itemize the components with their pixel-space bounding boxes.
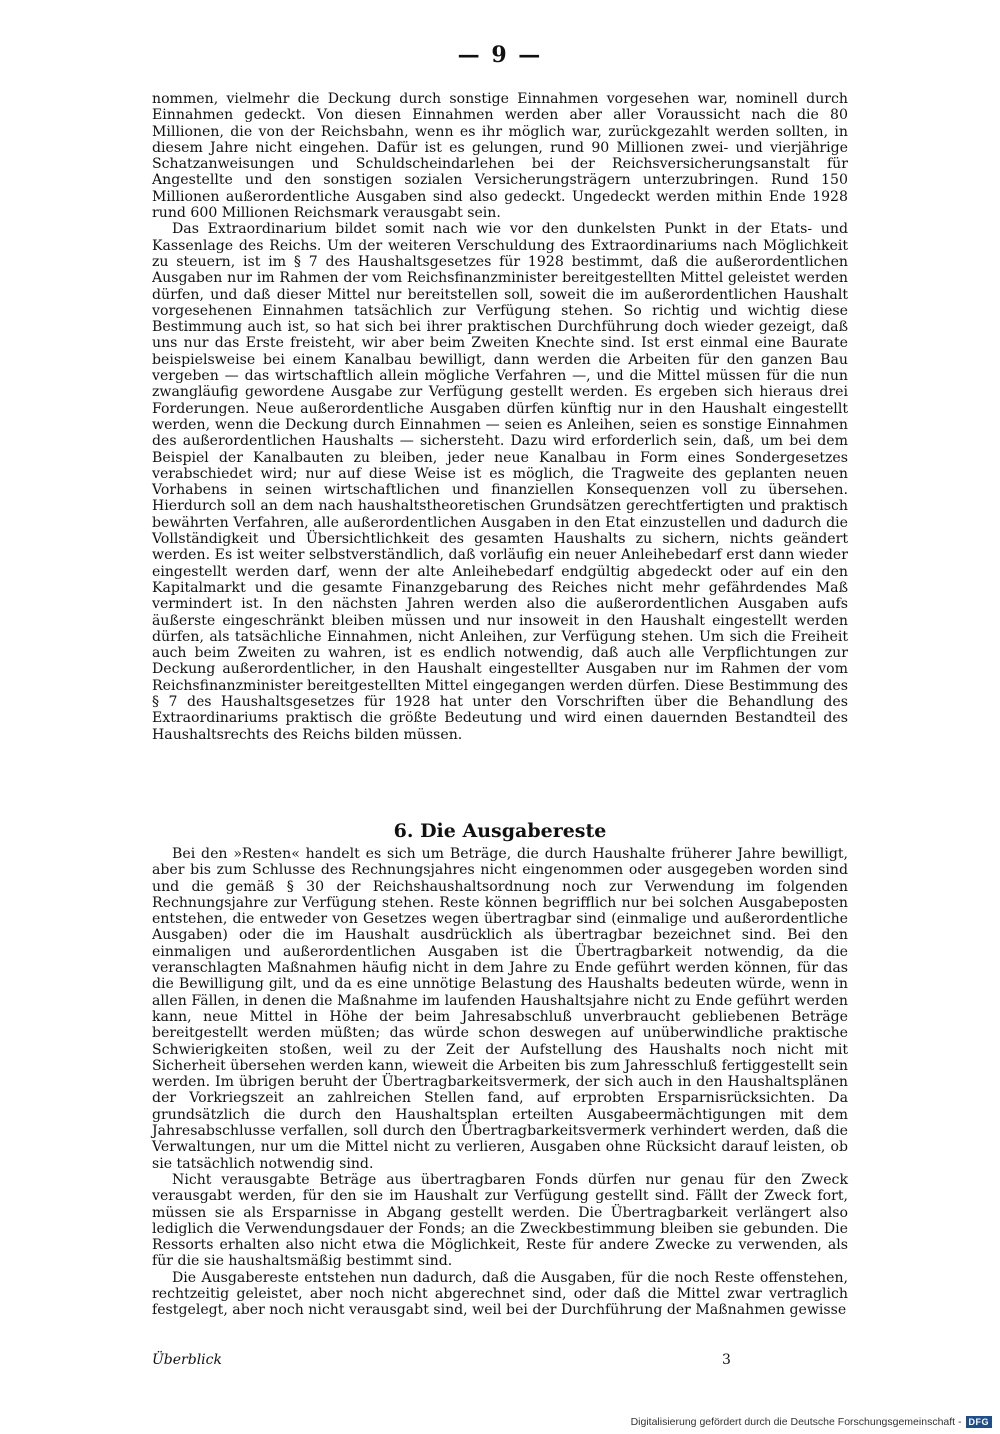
- section-heading: 6. Die Ausgabereste: [393, 820, 607, 842]
- paragraph: Die Ausgabereste entstehen nun dadurch, daß die Ausgaben, für die noch Reste offenstehen, rechtzeitig geleistet, aber noch nicht abgerechnet sind, oder daß die Mittel zwar vertraglich festgelegt, aber noch nicht verausgabt sind, weil bei der Durchführung der Maßnahmen gewisse: [152, 1269, 848, 1319]
- text-block-upper: [152, 91, 848, 743]
- dfg-logo-icon: DFG: [966, 1416, 993, 1428]
- page-number: — 9 —: [457, 42, 543, 68]
- digitization-credit: [631, 1416, 992, 1428]
- text-block-lower: [152, 846, 848, 1319]
- sheet-number: 3: [722, 1352, 731, 1368]
- paragraph: nommen, vielmehr die Deckung durch sonstige Einnahmen vorgesehen war, nominell durch Einnahmen gedeckt. Von diesen Einnahmen werden aber aller Voraussicht nach die 80 Millionen, die von der Reichsbahn, wenn es ihr möglich war, zurückgezahlt werden sollten, in diesem Jahre nicht eingehen. Dafür ist es gelungen, rund 90 Millionen zwei- und vierjährige Schatzanweisungen und Schuldscheindarlehen bei der Reichsversicherungsanstalt für Angestellte und den sonstigen sozialen Versicherungsträgern unterzubringen. Rund 150 Millionen außerordentliche Ausgaben sind also gedeckt. Ungedeckt werden mithin Ende 1928 rund 600 Millionen Reichsmark verausgabt sein.: [152, 91, 848, 222]
- paragraph: Bei den »Resten« handelt es sich um Beträge, die durch Haushalte früherer Jahre bewilligt, aber bis zum Schlusse des Rechnungsjahres nicht eingenommen oder ausgegeben worden sind und die gemäß § 30 der Reichshaushaltsordnung noch zur Verwendung im folgenden Rechnungsjahre zur Verfügung stehen. Reste können begrifflich nur bei solchen Ausgabeposten entstehen, die entweder von Gesetzes wegen übertragbar sind (einmalige und außerordentliche Ausgaben) oder die im Haushalt ausdrücklich als übertragbar bezeichnet sind. Bei den einmaligen und außerordentlichen Ausgaben ist die Übertragbarkeit notwendig, da die veranschlagten Maßnahmen häufig nicht in dem Jahre zu Ende geführt werden können, für das die Bewilligung gilt, und da es eine unnötige Belastung des Haushalts bedeuten würde, wenn in allen Fällen, in denen die Maßnahme im laufenden Haushaltsjahre nicht zu Ende geführt werden kann, neue Mittel in Höhe der beim Jahresabschluß unverbraucht gebliebenen Beträge bereitgestellt werden müßten; das würde schon deswegen auf unüberwindliche praktische Schwierigkeiten stoßen, weil zu der Zeit der Aufstellung des Haushalts noch nicht mit Sicherheit übersehen werden kann, wieweit die Arbeiten bis zum Jahresschluß fertiggestellt sein werden. Im übrigen beruht der Übertragbarkeitsvermerk, der sich auch in den Haushaltsplänen der Vorkriegszeit an zahlreichen Stellen fand, auf erprobten Ersparnisrücksichten. Da grundsätzlich die durch den Haushaltsplan erteilten Ausgabeermächtigungen mit dem Jahresabschlusse verfallen, soll durch den Übertragbarkeitsvermerk verhindert werden, daß die Verwaltungen, nur um die Mittel nicht zu verlieren, Ausgaben ohne Rücksicht darauf leisten, ob sie tatsächlich notwendig sind.: [152, 846, 848, 1172]
- paragraph: Das Extraordinarium bildet somit nach wie vor den dunkelsten Punkt in der Etats- und Kassenlage des Reichs. Um der weiteren Verschuldung des Extraordinariums nach Möglichkeit zu steuern, ist im § 7 des Haushaltsgesetzes für 1928 bestimmt, daß die außerordentlichen Ausgaben nur im Rahmen der vom Reichsfinanzminister bereitgestellten Mittel geleistet werden dürfen, und daß dieser Mittel nur bereitstellen soll, soweit die im außerordentlichen Haushalt vorgesehenen Einnahmen tatsächlich zur Verfügung stehen. So richtig und wichtig diese Bestimmung auch ist, so hat sich bei ihrer praktischen Durchführung doch wieder gezeigt, daß uns nur das Erste freisteht, wir aber beim Zweiten Knechte sind. Ist erst einmal eine Baurate beispielsweise bei einem Kanalbau bewilligt, dann werden die Arbeiten für den ganzen Bau vergeben — das wirtschaftlich allein mögliche Verfahren —, und die Mittel müssen für die nun zwangläufig gewordene Ausgabe zur Verfügung gestellt werden. Es ergeben sich hieraus drei Forderungen. Neue außerordentliche Ausgaben dürfen künftig nur in den Haushalt eingestellt werden, wenn die Deckung durch Einnahmen — seien es Anleihen, seien es sonstige Einnahmen des außerordentlichen Haushalts — sichersteht. Dazu wird erforderlich sein, daß, um bei dem Beispiel der Kanalbauten zu bleiben, jeder neue Kanalbau in Form eines Sondergesetzes verabschiedet wird; nur auf diese Weise ist es möglich, die Tragweite des geplanten neuen Vorhabens in seinen wirtschaftlichen und finanziellen Konsequenzen voll zu übersehen. Hierdurch soll an dem nach haushaltstheoretischen Grundsätzen gerechtfertigten und praktisch bewährten Verfahren, alle außerordentlichen Ausgaben in den Etat einzustellen und dadurch die Vollständigkeit und Übersichtlichkeit des gesamten Haushalts zu sichern, nichts geändert werden. Es ist weiter selbstverständlich, daß vorläufig ein neuer Anleihebedarf erst dann wieder eingestellt werden darf, wenn der alte Anleihebedarf endgültig abgedeckt oder auf ein den Kapitalmarkt und die gesamte Finanzgebarung des Reiches nicht mehr gefährdendes Maß vermindert ist. In den nächsten Jahren werden also die außerordentlichen Ausgaben aufs äußerste eingeschränkt bleiben müssen und nur insoweit in den Haushalt eingestellt werden dürfen, als tatsächliche Einnahmen, nicht Anleihen, zur Verfügung stehen. Um sich die Freiheit auch beim Zweiten zu wahren, ist es endlich notwendig, daß auch alle Verpflichtungen zur Deckung außerordentlicher, in den Haushalt eingestellter Ausgaben nur im Rahmen der vom Reichsfinanzminister bereitgestellten Mittel eingegangen werden dürfen. Diese Bestimmung des § 7 des Haushaltsgesetzes für 1928 hat unter den Vorschriften über die Behandlung des Extraordinariums praktisch die größte Bedeutung und wird einen dauernden Bestandteil des Haushaltsrechts des Reichs bilden müssen.: [152, 221, 848, 743]
- credit-text: Digitalisierung gefördert durch die Deutsche Forschungsgemeinschaft -: [630, 1416, 962, 1428]
- paragraph: Nicht verausgabte Beträge aus übertragbaren Fonds dürfen nur genau für den Zweck verausgabt werden, für den sie im Haushalt zur Verfügung gestellt sind. Fällt der Zweck fort, müssen sie als Ersparnisse in Abgang gestellt werden. Die Übertragbarkeit verlängert also lediglich die Verwendungsdauer der Fonds; an die Zweckbestimmung bleiben sie gebunden. Die Ressorts erhalten also nicht etwa die Möglichkeit, Reste für andere Zwecke zu verwenden, als für die sie haushaltsmäßig bestimmt sind.: [152, 1171, 848, 1270]
- signature-mark: Überblick: [152, 1352, 222, 1368]
